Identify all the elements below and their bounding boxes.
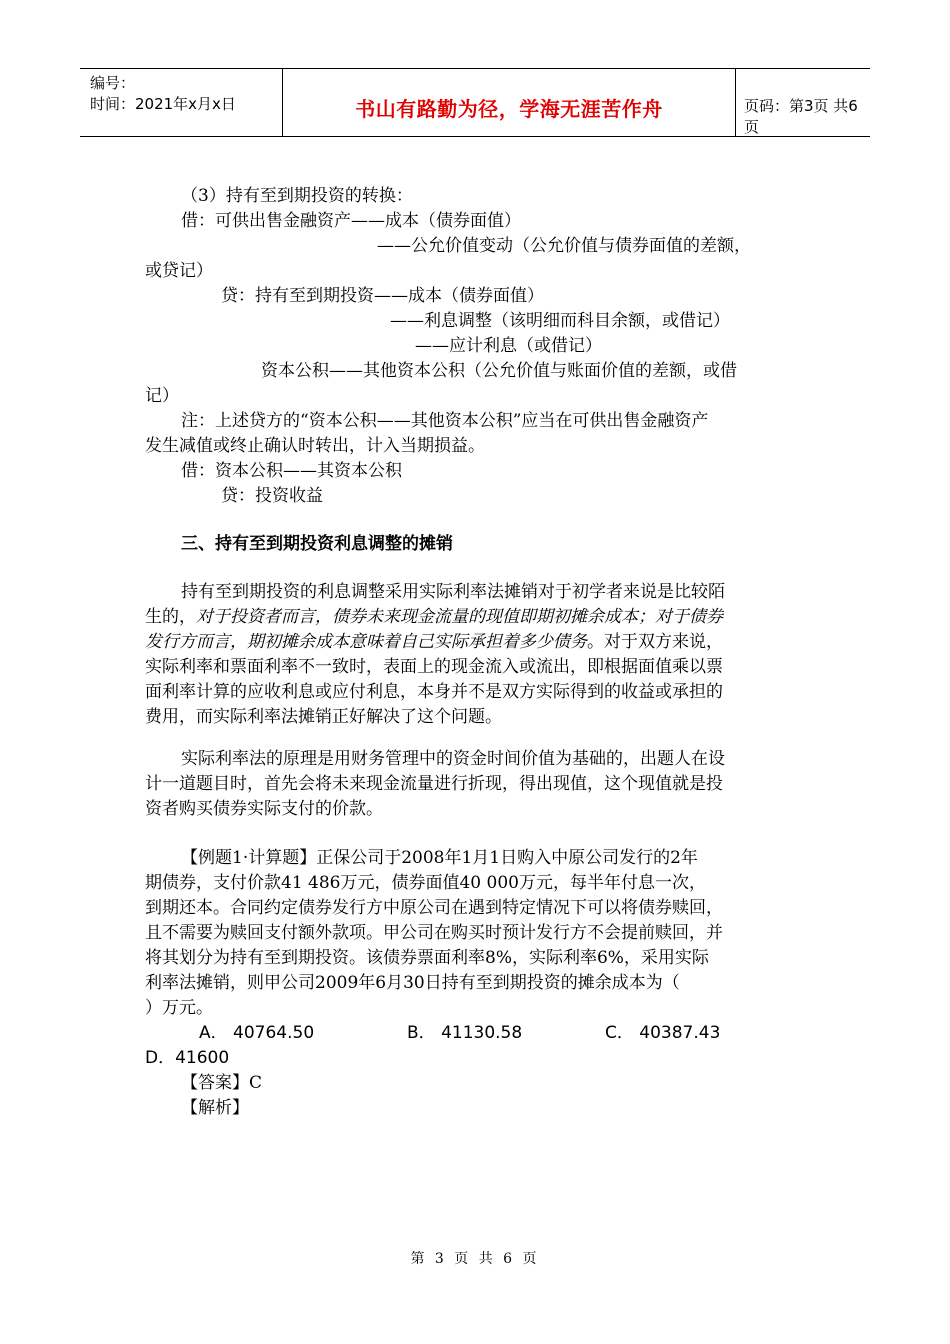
example-line-1: 【例题1·计算题】正保公司于2008年1月1日购入中原公司发行的2年	[181, 848, 698, 868]
credit-line-3: ——应计利息（或借记）	[415, 336, 602, 356]
debit-line-1: 借：可供出售金融资产——成本（债券面值）	[181, 211, 521, 231]
transfer-title: （3）持有至到期投资的转换：	[181, 186, 413, 206]
option-b: B． 41130.58	[407, 1023, 523, 1043]
para1-line-3	[145, 630, 723, 654]
option-a: A． 40764.50	[199, 1023, 315, 1043]
section-3-heading: 三、持有至到期投资利息调整的摊销	[181, 534, 453, 554]
para2-line-2: 计一道题目时，首先会将未来现金流量进行折现，得出现值，这个现值就是投	[145, 774, 723, 794]
para1-line-3-plain: 。对于双方来说，	[587, 632, 723, 652]
example-line-6: 利率法摊销，则甲公司2009年6月30日持有至到期投资的摊余成本为（	[145, 973, 680, 993]
example-line-3: 到期还本。合同约定债券发行方中原公司在遇到特定情况下可以将债券赎回，	[145, 898, 723, 918]
option-d: D．41600	[145, 1048, 230, 1068]
para1-line-2	[145, 605, 723, 629]
para2-line-3: 资者购买债券实际支付的价款。	[145, 799, 383, 819]
page-label: 页码：第3页 共6页	[744, 97, 858, 136]
example-line-5: 将其划分为持有至到期投资。该债券票面利率8%，实际利率6%，采用实际	[145, 948, 709, 968]
page-footer: 第 3 页 共 6 页	[410, 1251, 540, 1267]
time-label: 时间：2021年x月x日	[90, 95, 236, 113]
example-line-7: ）万元。	[145, 998, 213, 1018]
answer-line: 【答案】C	[181, 1073, 263, 1093]
page-header	[80, 68, 870, 137]
number-label: 编号：	[90, 74, 136, 92]
note-line-1: 注：上述贷方的“资本公积——其他资本公积”应当在可供出售金融资产	[181, 411, 709, 431]
header-motto: 书山有路勤为径，学海无涯苦作舟	[355, 97, 663, 121]
option-c: C． 40387.43	[605, 1023, 721, 1043]
credit-line-5: 贷：投资收益	[221, 486, 323, 506]
header-motto-cell	[283, 69, 736, 136]
example-line-4: 且不需要为赎回支付额外款项。甲公司在购买时预计发行方不会提前赎回，并	[145, 923, 723, 943]
credit-line-4b: 记）	[145, 386, 179, 406]
debit-line-2b: 或贷记）	[145, 261, 213, 281]
debit-line-2: ——公允价值变动（公允价值与债券面值的差额，	[377, 236, 751, 256]
para1-line-3-italic: 发行方而言，期初摊余成本意味着自己实际承担着多少债务	[145, 632, 587, 652]
analysis-line: 【解析】	[181, 1098, 249, 1118]
para1-line-2-italic: 对于投资者而言，债券未来现金流量的现值即期初摊余成本；对于债券	[196, 607, 723, 627]
para1-line-5: 面利率计算的应收利息或应付利息，本身并不是双方实际得到的收益或承担的	[145, 682, 723, 702]
credit-line-4: 资本公积——其他资本公积（公允价值与账面价值的差额，或借	[261, 361, 737, 381]
para2-line-1: 实际利率法的原理是用财务管理中的资金时间价值为基础的，出题人在设	[181, 749, 725, 769]
debit-line-3: 借：资本公积——其资本公积	[181, 461, 402, 481]
para1-line-2-plain: 生的，	[145, 607, 196, 627]
note-line-2: 发生减值或终止确认时转出，计入当期损益。	[145, 436, 485, 456]
header-page-cell	[736, 69, 870, 136]
credit-line-1: 贷：持有至到期投资——成本（债券面值）	[221, 286, 544, 306]
example-line-2: 期债券，支付价款41 486万元，债券面值40 000万元，每半年付息一次，	[145, 873, 706, 893]
para1-line-4: 实际利率和票面利率不一致时，表面上的现金流入或流出，即根据面值乘以票	[145, 657, 723, 677]
para1-line-1: 持有至到期投资的利息调整采用实际利率法摊销对于初学者来说是比较陌	[181, 582, 725, 602]
header-info-cell	[80, 69, 283, 136]
credit-line-2: ——利息调整（该明细而科目余额，或借记）	[390, 311, 730, 331]
para1-line-6: 费用，而实际利率法摊销正好解决了这个问题。	[145, 707, 502, 727]
